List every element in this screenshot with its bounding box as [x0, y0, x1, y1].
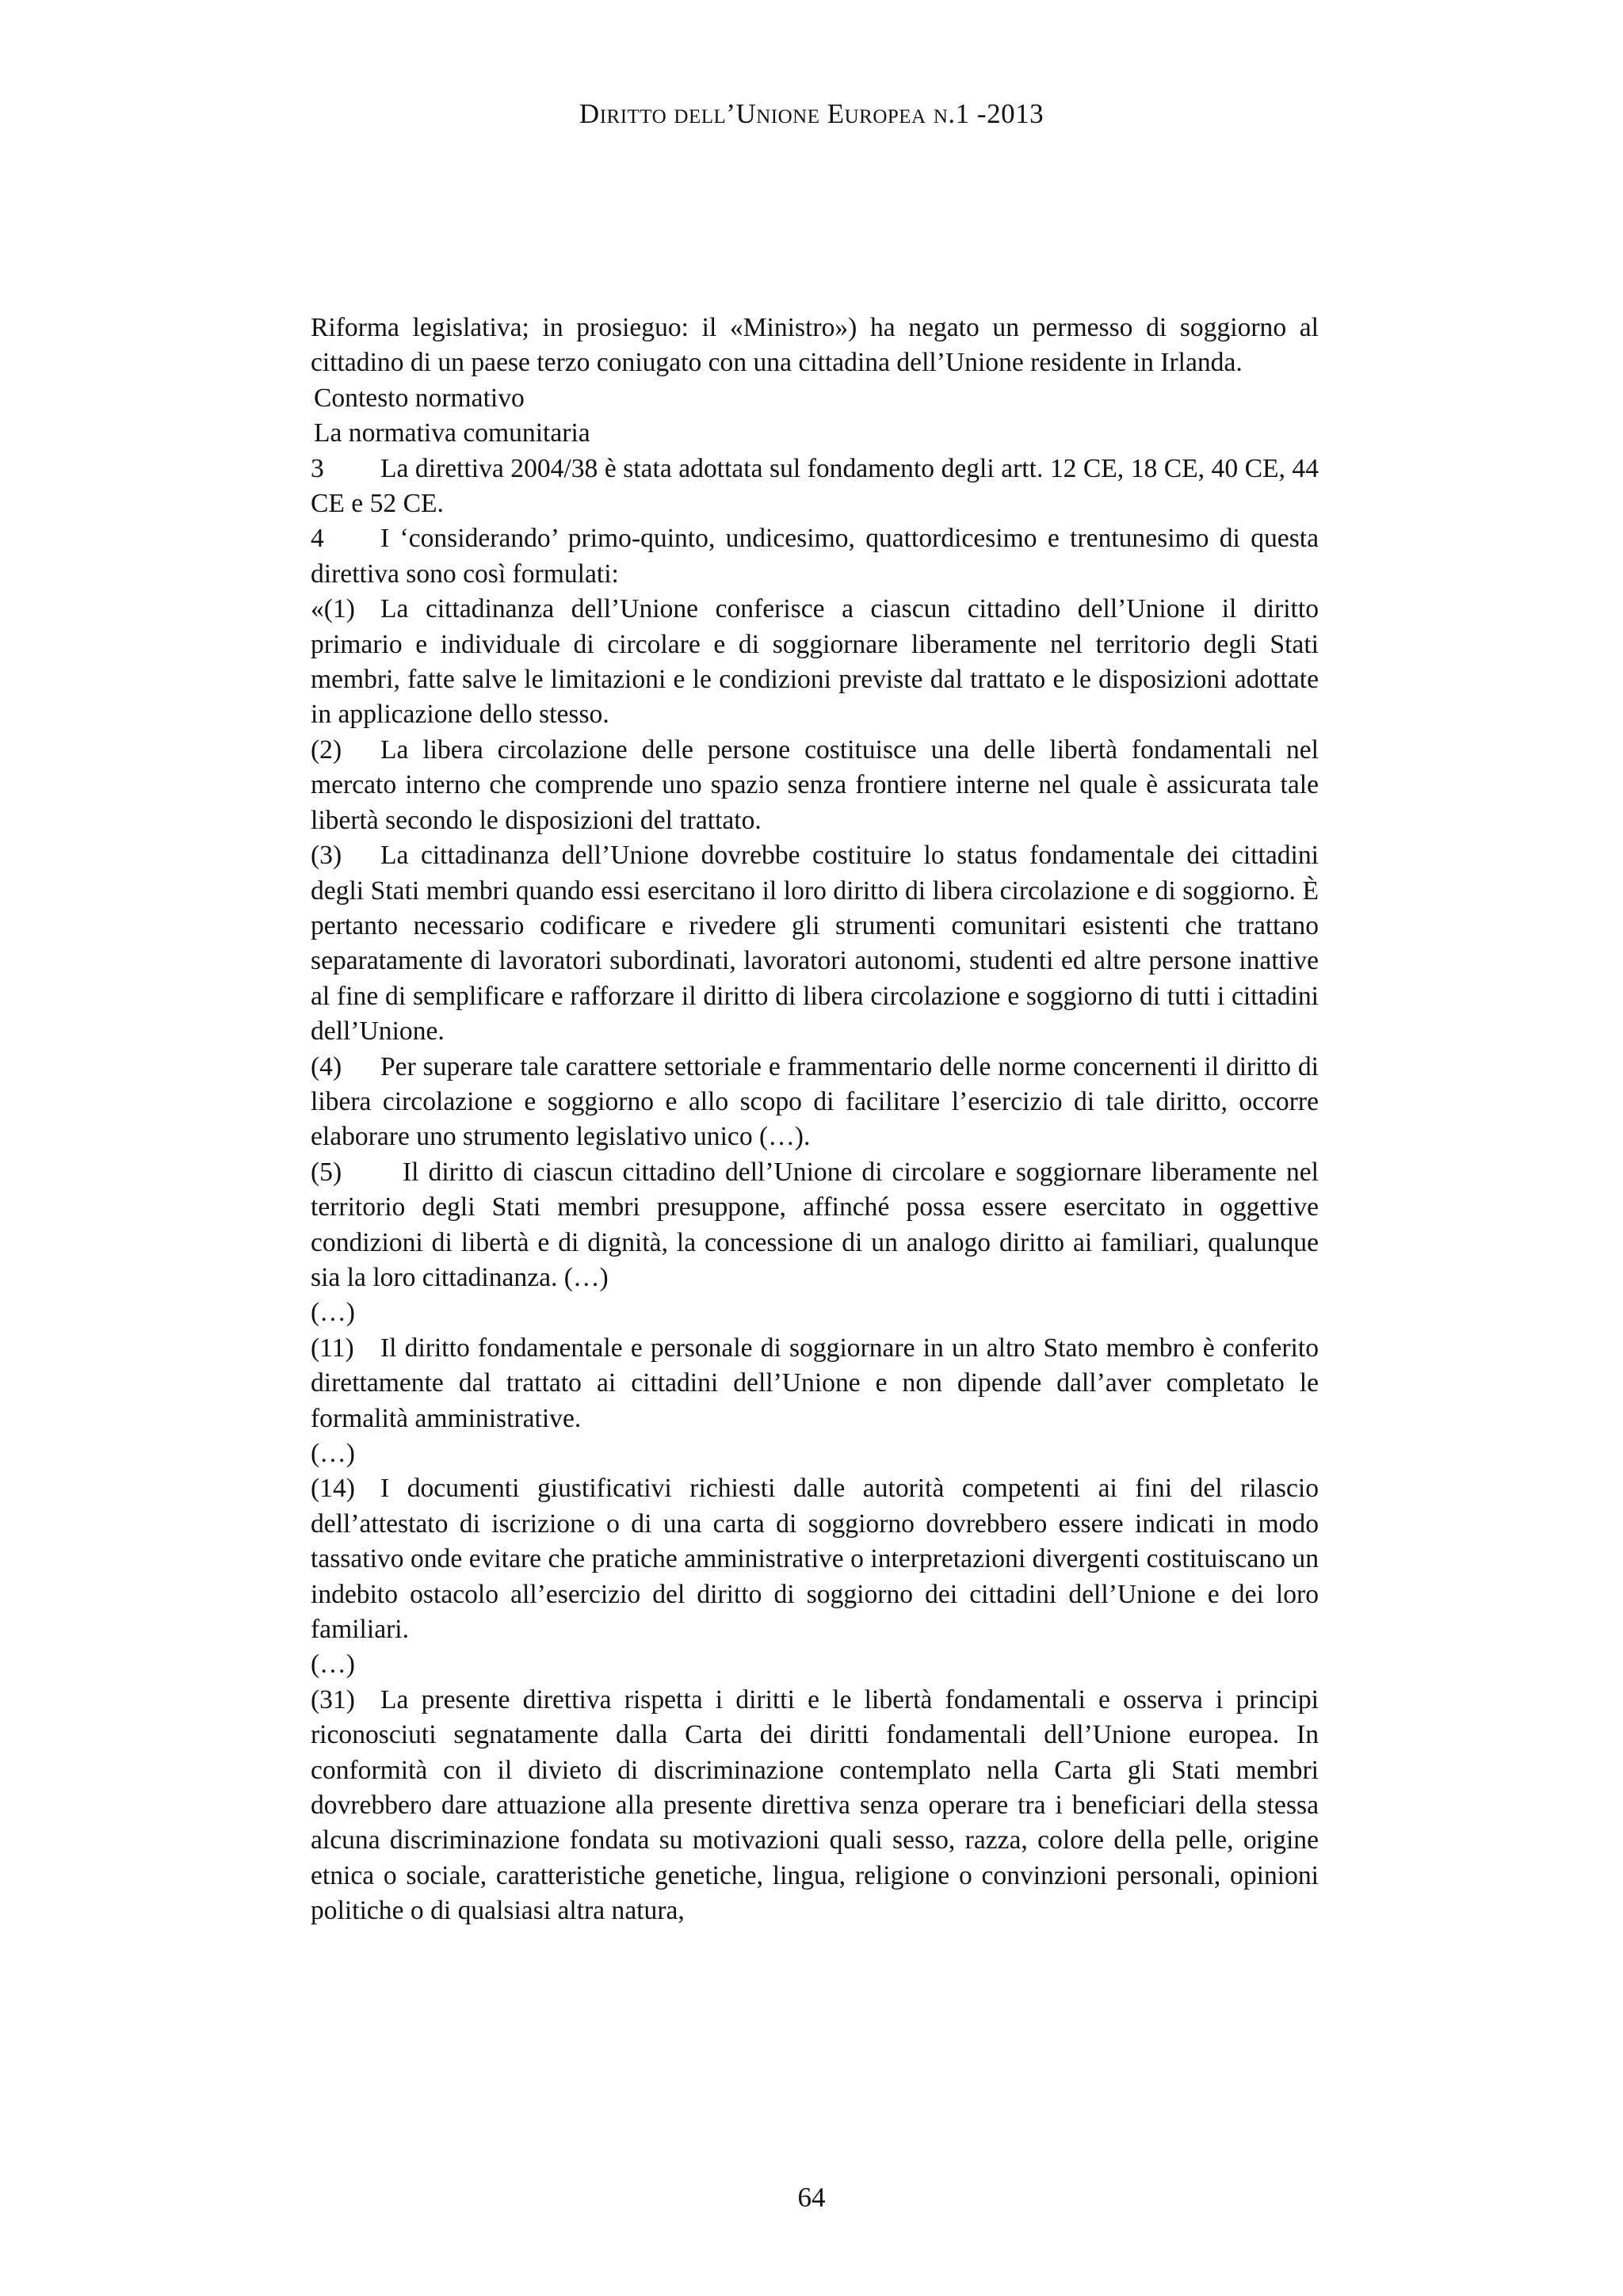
recital-5 [311, 1155, 1319, 1296]
page-body [311, 311, 1319, 1929]
recital-text: Per superare tale carattere settoriale e frammentario delle norme concernenti il diritto di libera circolazione e soggiorno e allo scopo di facilitare l’esercizio di tale diritto, occorre elaborare uno strumento legislativo unico (…). [311, 1051, 1319, 1152]
recital-number: (31) [311, 1684, 355, 1714]
ellipsis-omission: (…) [311, 1650, 355, 1680]
recital-2 [311, 733, 1319, 838]
recital-4 [311, 1050, 1319, 1155]
recital-3 [311, 838, 1319, 1049]
recital-text: La libera circolazione delle persone costituisce una delle libertà fondamentali nel mercato interno che comprende uno spazio senza frontiere interne nel quale è assicurata tale libertà secondo le disposizioni del trattato. [311, 734, 1319, 835]
recital-text: La cittadinanza dell’Unione dovrebbe costituire lo status fondamentale dei cittadini degli Stati membri quando essi esercitano il loro diritto di libera circolazione e di soggiorno. È pertanto necessario codificare e rivedere gli strumenti comunitari esistenti che trattano separatamente di lavoratori subordinati, lavoratori autonomi, studenti ed altre persone inattive al fine di semplificare e rafforzare il diritto di libera circolazione e soggiorno di tutti i cittadini dell’Unione. [311, 841, 1319, 1047]
recital-text: La cittadinanza dell’Unione conferisce a ciascun cittadino dell’Unione il diritto primario e individuale di circolare e di soggiornare liberamente nel territorio degli Stati membri, fatte salve le limitazioni e le condizioni previste dal trattato e le disposizioni adottate in applicazione dello stesso. [311, 594, 1319, 730]
paragraph-3 [311, 452, 1319, 522]
recital-31 [311, 1683, 1319, 1929]
paragraph-4 [311, 521, 1319, 592]
recital-text: Il diritto fondamentale e personale di soggiornare in un altro Stato membro è conferito direttamente dal trattato ai cittadini dell’Unione e non dipende dall’aver completato le formalità amministrative. [311, 1333, 1319, 1433]
recital-number: (4) [311, 1051, 342, 1081]
recital-number: (11) [311, 1333, 354, 1363]
paragraph-number: 3 [311, 453, 324, 483]
recital-1 [311, 592, 1319, 733]
recital-text: I documenti giustificativi richiesti dalle autorità competenti ai fini del rilascio dell’attestato di iscrizione o di una carta di soggiorno dovrebbero essere indicati in modo tassativo onde evitare che pratiche amministrative o interpretazioni divergenti costituiscano un indebito ostacolo all’esercizio del diritto di soggiorno dei cittadini dell’Unione e dei loro familiari. [311, 1474, 1319, 1645]
running-header: Diritto dell’Unione Europea n.1 -2013 [579, 98, 1044, 129]
recital-14 [311, 1471, 1319, 1647]
recital-number: (14) [311, 1474, 355, 1504]
recital-number: (5) [311, 1157, 342, 1187]
paragraph-number: 4 [311, 524, 324, 554]
recital-text: Il diritto di ciascun cittadino dell’Unione di circolare e soggiornare liberamente nel territorio degli Stati membri presuppone, affinché possa essere esercitato in oggettive condizioni di libertà e di dignità, la concessione di un analogo diritto ai familiari, qualunque sia la loro cittadinanza. (…) [311, 1157, 1319, 1292]
recital-number: «(1) [311, 594, 355, 624]
ellipsis-omission: (…) [311, 1439, 355, 1468]
recital-number: (2) [311, 734, 342, 765]
recital-text: La presente direttiva rispetta i diritti e le libertà fondamentali e osserva i principi riconosciuti segnatamente dalla Carta dei diritti fondamentali dell’Unione europea. In conformità con il divieto di discriminazione contemplato nella Carta gli Stati membri dovrebbero dare attuazione alla presente direttiva senza operare tra i beneficiari della stessa alcuna discriminazione fondata su motivazioni quali sesso, razza, colore della pelle, origine etnica o sociale, caratteristiche genetiche, lingua, religione o convinzioni personali, opinioni politiche o di qualsiasi altra natura, [311, 1684, 1319, 1926]
recital-11 [311, 1331, 1319, 1436]
recital-number: (3) [311, 841, 342, 871]
paragraph-intro: Riforma legislativa; in prosieguo: il «Ministro») ha negato un permesso di soggiorno al cittadino di un paese terzo coniugato con una cittadina dell’Unione residente in Irlanda. [311, 313, 1319, 378]
paragraph-text: La direttiva 2004/38 è stata adottata sul fondamento degli artt. 12 CE, 18 CE, 40 CE, 44 CE e 52 CE. [311, 453, 1319, 519]
section-heading-community-law: La normativa comunitaria [314, 418, 590, 448]
paragraph-text: I ‘considerando’ primo-quinto, undicesimo, quattordicesimo e trentunesimo di questa direttiva sono così formulati: [311, 524, 1319, 589]
page-number: 64 [797, 2182, 826, 2213]
section-heading-context: Contesto normativo [314, 383, 525, 413]
ellipsis-omission: (…) [311, 1298, 355, 1328]
